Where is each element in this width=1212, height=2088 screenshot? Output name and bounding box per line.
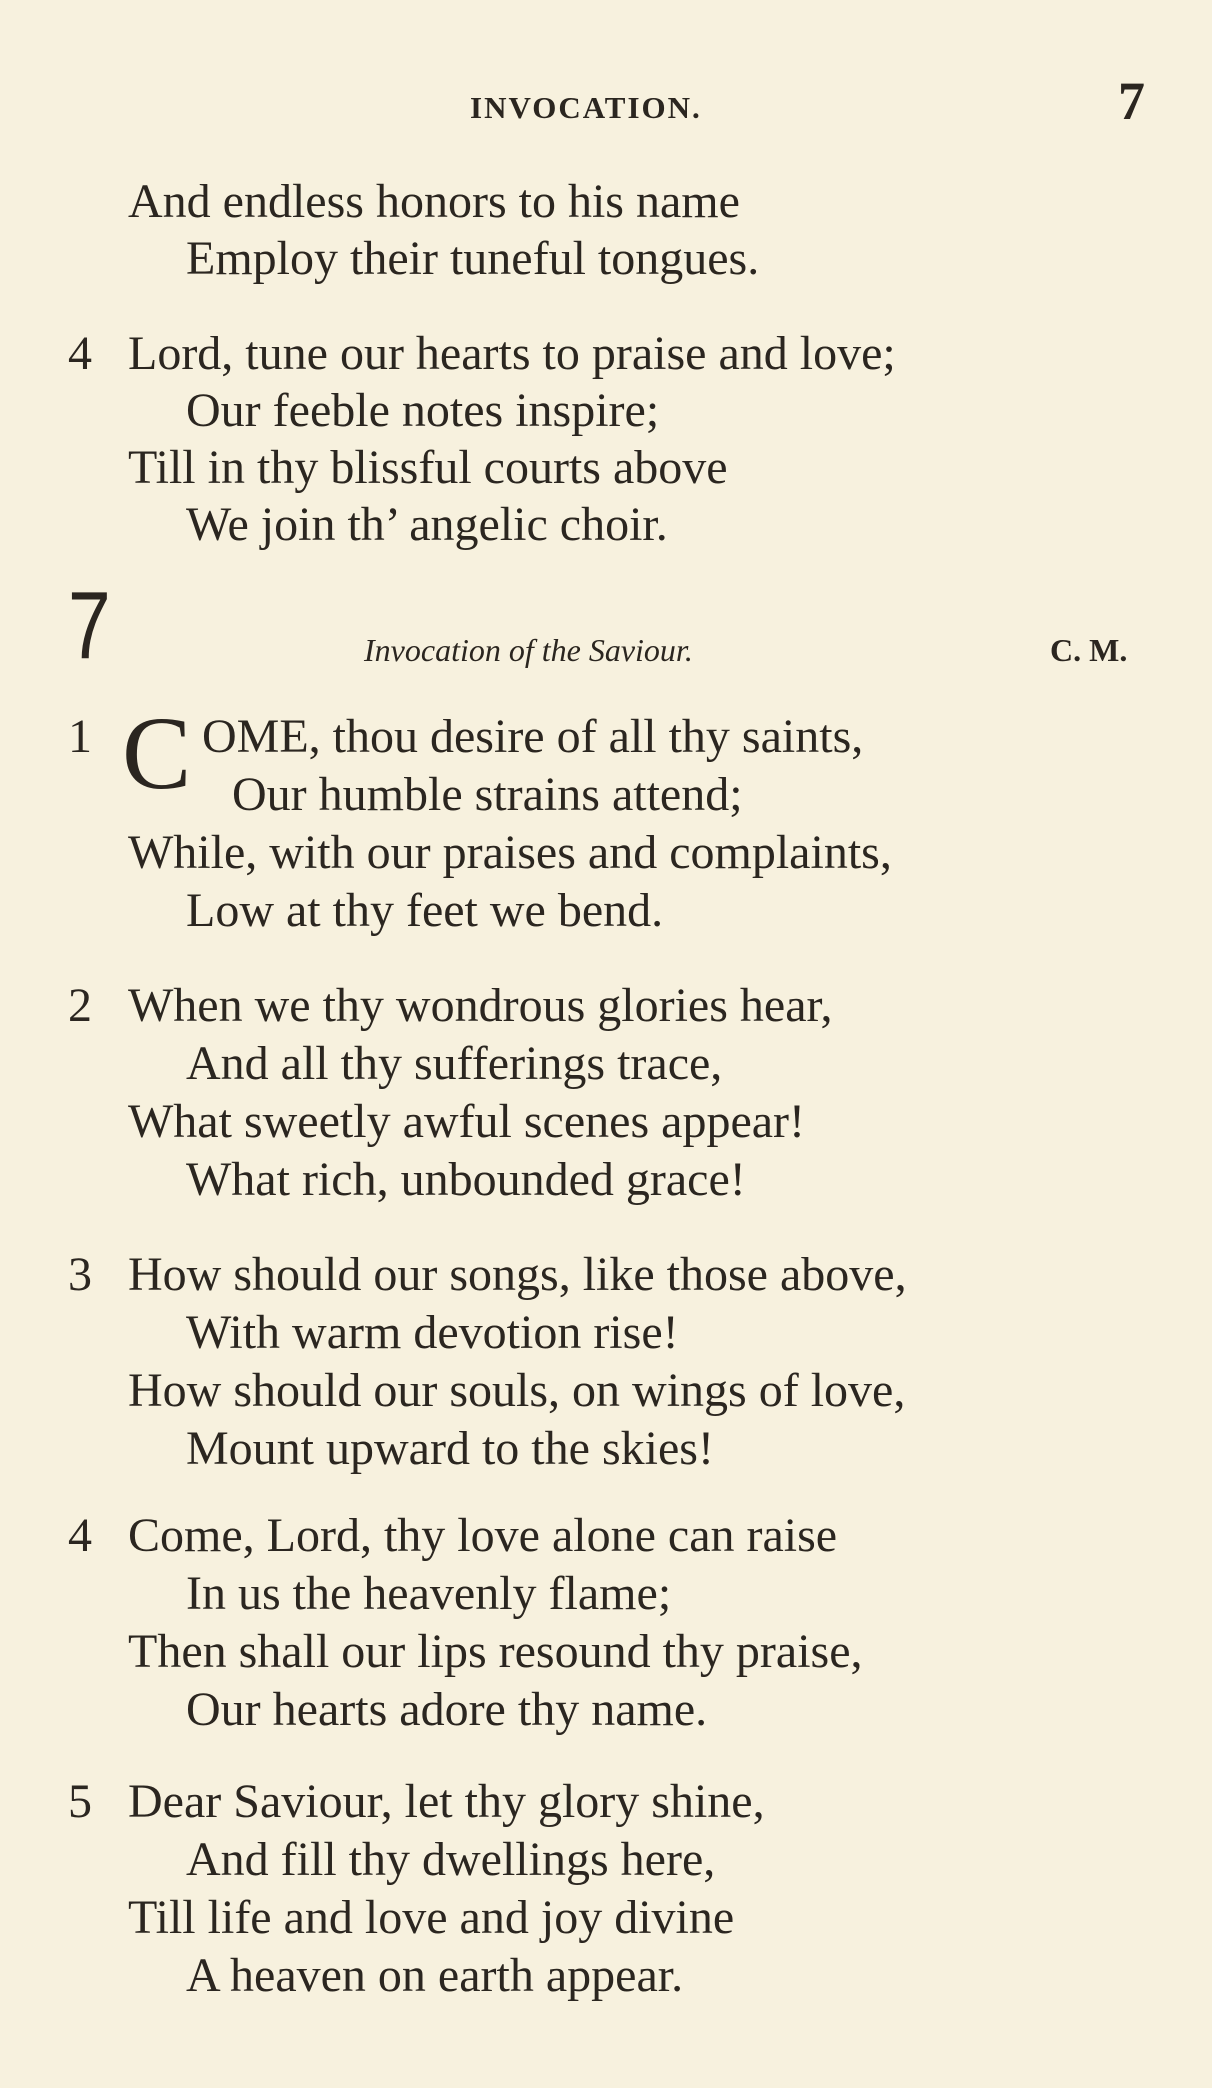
stanza-number: 1: [68, 710, 92, 763]
verse-line: What sweetly awful scenes appear!: [128, 1095, 806, 1148]
hymn-meter: C. M.: [1050, 632, 1128, 668]
hymn-title: Invocation of the Saviour.: [364, 632, 693, 668]
verse-line: OME, thou desire of all thy saints,: [202, 710, 864, 763]
verse-line: How should our songs, like those above,: [128, 1248, 907, 1301]
verse-line: And fill thy dwellings here,: [186, 1833, 716, 1886]
stanza-number: 4: [68, 1509, 92, 1562]
verse-line: And all thy sufferings trace,: [186, 1037, 723, 1090]
verse-line: Lord, tune our hearts to praise and love;: [128, 327, 896, 380]
verse-line: Our hearts adore thy name.: [186, 1683, 708, 1736]
verse-line: Low at thy feet we bend.: [186, 884, 664, 937]
verse-line: Come, Lord, thy love alone can raise: [128, 1509, 838, 1562]
verse-line: In us the heavenly flame;: [186, 1567, 672, 1620]
hymn-number: 7: [68, 572, 111, 679]
verse-line: How should our souls, on wings of love,: [128, 1364, 906, 1417]
verse-line: Employ their tuneful tongues.: [186, 232, 760, 285]
stanza-number: 3: [68, 1248, 92, 1301]
verse-line: Dear Saviour, let thy glory shine,: [128, 1775, 765, 1828]
verse-line: Till life and love and joy divine: [128, 1891, 735, 1944]
verse-line: What rich, unbounded grace!: [186, 1153, 746, 1206]
verse-line: A heaven on earth appear.: [186, 1949, 684, 2002]
verse-line: We join th’ angelic choir.: [186, 498, 668, 551]
verse-line: Till in thy blissful courts above: [128, 441, 728, 494]
page-number: 7: [1118, 71, 1145, 131]
verse-line: While, with our praises and complaints,: [128, 826, 892, 879]
verse-line: Mount upward to the skies!: [186, 1422, 714, 1475]
verse-line: Our humble strains attend;: [232, 768, 743, 821]
stanza-number: 4: [68, 327, 92, 380]
stanza-number: 5: [68, 1775, 92, 1828]
stanza-number: 2: [68, 979, 92, 1032]
verse-line: With warm devotion rise!: [186, 1306, 679, 1359]
verse-line: When we thy wondrous glories hear,: [128, 979, 833, 1032]
verse-line: Then shall our lips resound thy praise,: [128, 1625, 863, 1678]
running-header: INVOCATION.: [470, 90, 702, 125]
drop-cap: C: [122, 696, 192, 811]
verse-line: And endless honors to his name: [128, 175, 740, 228]
verse-line: Our feeble notes inspire;: [186, 384, 660, 437]
